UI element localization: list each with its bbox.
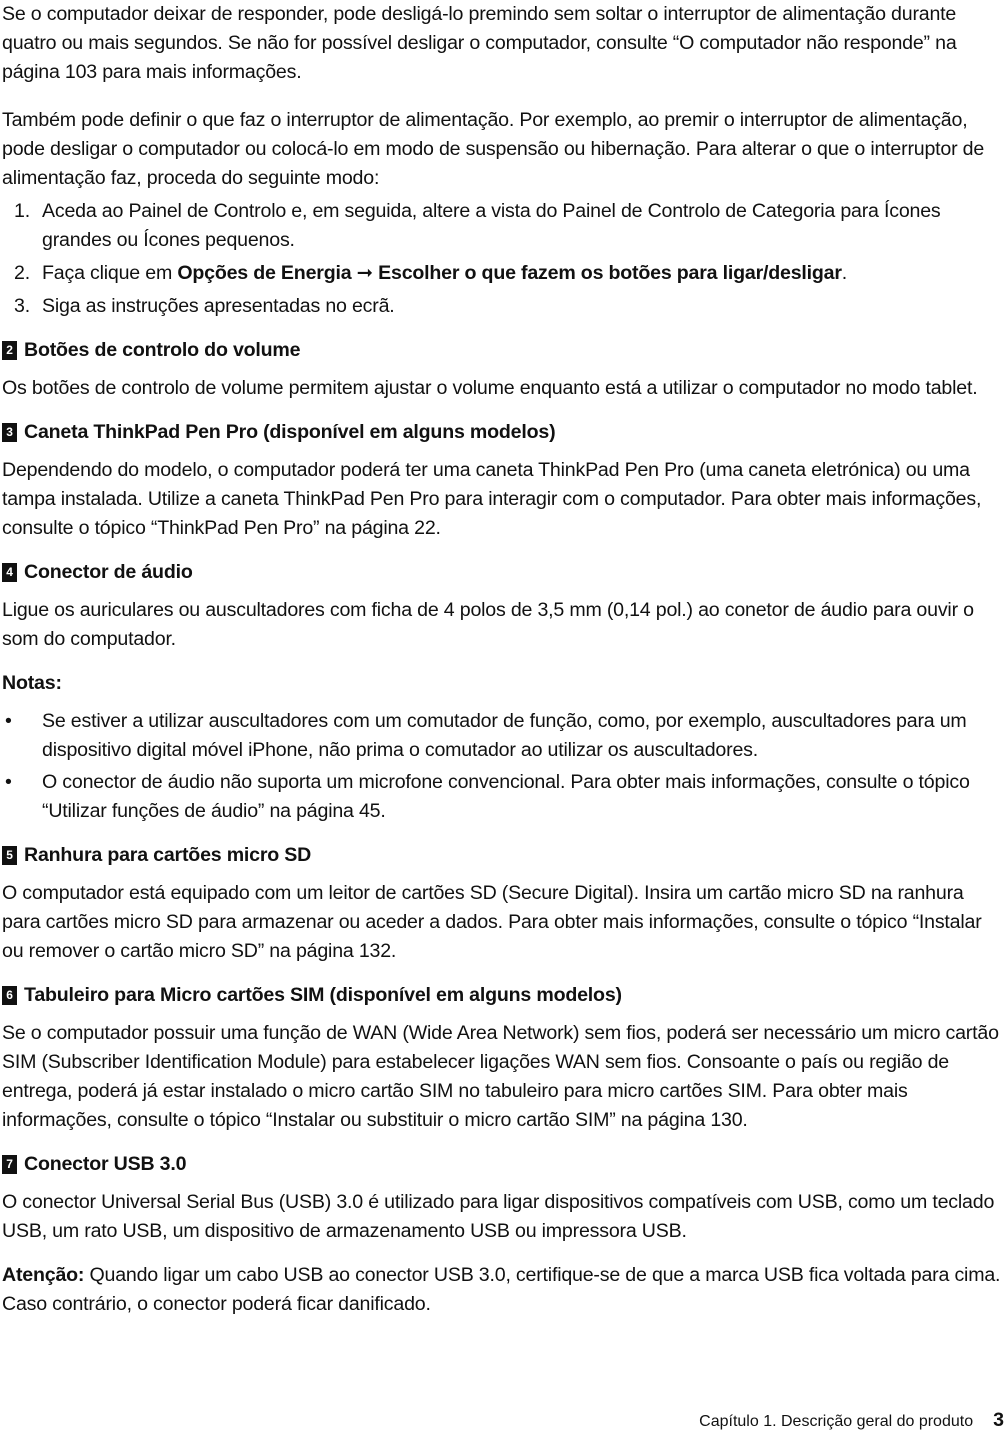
document-page xyxy=(2,0,1002,1319)
section-title: Conector de áudio xyxy=(24,561,193,583)
callout-badge: 6 xyxy=(2,986,17,1005)
step-text: Faça clique em xyxy=(42,262,178,284)
step-text: Siga as instruções apresentadas no ecrã. xyxy=(42,295,395,317)
section-heading-usb xyxy=(2,1150,1002,1179)
steps-list xyxy=(2,197,1002,321)
step-text: Aceda ao Painel de Controlo e, em seguida, altere a vista do Painel de Controlo de Categoria para Ícones grandes ou Ícones pequenos. xyxy=(42,200,941,251)
section-heading-pen xyxy=(2,418,1002,447)
attention-label: Atenção: xyxy=(2,1264,85,1286)
notes-label xyxy=(2,669,1002,698)
page-footer xyxy=(699,1410,1004,1432)
step-number: 2. xyxy=(14,262,30,284)
section-heading-volume xyxy=(2,336,1002,365)
section-title: Conector USB 3.0 xyxy=(24,1153,187,1175)
notes-label-text: Notas: xyxy=(2,672,62,694)
section-title: Botões de controlo do volume xyxy=(24,339,301,361)
step-2 xyxy=(2,259,1002,288)
note-text: Se estiver a utilizar auscultadores com um comutador de função, como, por exemplo, auscultadores para um dispositivo digital móvel iPhone, não prima o comutador ao utilizar os auscultadores. xyxy=(42,710,967,761)
bullet-icon: • xyxy=(5,771,12,793)
section-title: Ranhura para cartões micro SD xyxy=(24,844,312,866)
section-body-audio: Ligue os auriculares ou auscultadores com ficha de 4 polos de 3,5 mm (0,14 pol.) ao conetor de áudio para ouvir o som do computador. xyxy=(2,599,974,650)
section-body-volume: Os botões de controlo de volume permitem ajustar o volume enquanto está a utilizar o computador no modo tablet. xyxy=(2,377,978,399)
page-number: 3 xyxy=(993,1409,1004,1431)
attention-text: Quando ligar um cabo USB ao conector USB 3.0, certifique-se de que a marca USB fica voltada para cima. Caso contrário, o conector poderá ficar danificado. xyxy=(2,1264,1001,1315)
bullet-icon: • xyxy=(5,710,12,732)
section-body-microsd: O computador está equipado com um leitor de cartões SD (Secure Digital). Insira um cartão micro SD na ranhura para cartões micro SD para armazenar ou aceder a dados. Para obter mais informações, consulte o tópico “Instalar ou remover o cartão micro SD” na página 132. xyxy=(2,882,982,962)
arrow-icon: ➞ xyxy=(356,262,373,284)
section-title: Caneta ThinkPad Pen Pro (disponível em alguns modelos) xyxy=(24,421,556,443)
chapter-title: Capítulo 1. Descrição geral do produto xyxy=(699,1413,974,1430)
callout-badge: 2 xyxy=(2,341,17,360)
section-heading-audio xyxy=(2,558,1002,587)
callout-badge: 7 xyxy=(2,1155,17,1174)
notes-list xyxy=(2,707,1002,826)
section-body-pen: Dependendo do modelo, o computador poderá ter uma caneta ThinkPad Pen Pro (uma caneta eletrónica) ou uma tampa instalada. Utilize a caneta ThinkPad Pen Pro para interagir com o computador. Para obter mais informações, consulte o tópico “ThinkPad Pen Pro” na página 22. xyxy=(2,459,982,539)
menu-option-power-buttons: Escolher o que fazem os botões para ligar/desligar xyxy=(378,262,842,284)
note-item xyxy=(2,768,1002,826)
step-number: 1. xyxy=(14,200,30,222)
step-suffix: . xyxy=(841,262,848,284)
step-1 xyxy=(2,197,1002,255)
section-heading-microsd xyxy=(2,841,1002,870)
section-heading-sim xyxy=(2,981,1002,1010)
section-body-sim: Se o computador possuir uma função de WAN (Wide Area Network) sem fios, poderá ser necessário um micro cartão SIM (Subscriber Identification Module) para estabelecer ligações WAN sem fios. Consoante o país ou região de entrega, poderá já estar instalado o micro cartão SIM no tabuleiro para micro cartões SIM. Para obter mais informações, consulte o tópico “Instalar ou substituir o micro cartão SIM” na página 130. xyxy=(2,1022,999,1131)
note-text: O conector de áudio não suporta um microfone convencional. Para obter mais informações, consulte o tópico “Utilizar funções de áudio” na página 45. xyxy=(42,771,970,822)
callout-badge: 4 xyxy=(2,563,17,582)
section-body-usb: O conector Universal Serial Bus (USB) 3.0 é utilizado para ligar dispositivos compatíveis com USB, como um teclado USB, um rato USB, um dispositivo de armazenamento USB ou impressora USB. xyxy=(2,1191,995,1242)
attention-paragraph xyxy=(2,1261,1002,1319)
intro-paragraph-1: Se o computador deixar de responder, pode desligá-lo premindo sem soltar o interruptor de alimentação durante quatro ou mais segundos. Se não for possível desligar o computador, consulte “O computador não responde” na página 103 para mais informações. xyxy=(2,3,957,83)
callout-badge: 5 xyxy=(2,846,17,865)
callout-badge: 3 xyxy=(2,423,17,442)
intro-paragraph-2: Também pode definir o que faz o interruptor de alimentação. Por exemplo, ao premir o interruptor de alimentação, pode desligar o computador ou colocá-lo em modo de suspensão ou hibernação. Para alterar o que o interruptor de alimentação faz, proceda do seguinte modo: xyxy=(2,109,985,189)
menu-option-energy: Opções de Energia xyxy=(177,262,352,284)
step-3 xyxy=(2,292,1002,321)
section-title: Tabuleiro para Micro cartões SIM (disponível em alguns modelos) xyxy=(24,984,622,1006)
step-number: 3. xyxy=(14,295,30,317)
note-item xyxy=(2,707,1002,765)
